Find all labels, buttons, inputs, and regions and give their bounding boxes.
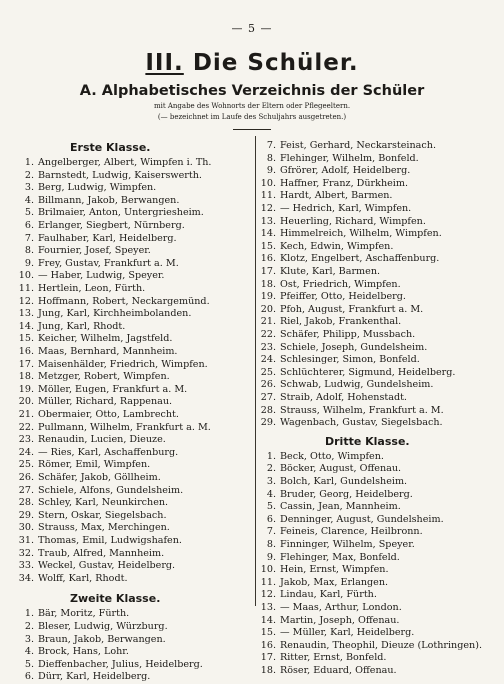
entry-text: Jung, Karl, Kirchheimbolanden.	[38, 308, 192, 320]
entry-number: 1.	[266, 450, 276, 462]
entry-text: — Haber, Ludwig, Speyer.	[38, 270, 165, 282]
list-note: mit Angabe des Wohnorts der Eltern oder Pflegeeltern.	[153, 102, 351, 110]
student-entry	[258, 165, 410, 178]
entry-number: 9.	[266, 551, 276, 563]
entry-number: 1.	[24, 157, 34, 168]
entry-number: 10.	[18, 270, 34, 282]
entry-number: 17.	[260, 266, 276, 277]
column-divider	[255, 136, 256, 606]
entry-text: Strauss, Max, Merchingen.	[38, 522, 170, 534]
entry-number: 9.	[24, 257, 34, 269]
entry-number: 24.	[260, 354, 276, 366]
student-entry	[258, 241, 393, 254]
student-entry	[258, 304, 423, 317]
entry-text: Bär, Moritz, Fürth.	[38, 608, 130, 620]
entry-text: Obermaier, Otto, Lambrecht.	[38, 409, 179, 420]
entry-text: Bleser, Ludwig, Würzburg.	[38, 621, 168, 632]
student-entry	[16, 522, 170, 535]
entry-number: 16.	[260, 253, 276, 265]
student-entry	[258, 665, 397, 678]
entry-text: Wolff, Karl, Rhodt.	[38, 572, 128, 584]
entry-text: Schley, Karl, Neunkirchen.	[38, 497, 169, 509]
section-number: III.	[145, 50, 184, 76]
student-entry	[16, 434, 166, 447]
entry-text: Hertlein, Leon, Fürth.	[38, 283, 146, 294]
entry-text: Weckel, Gustav, Heidelberg.	[38, 560, 176, 572]
entry-number: 28.	[18, 497, 34, 509]
student-entry	[258, 316, 401, 329]
student-entry	[16, 422, 211, 435]
entry-number: 18.	[260, 665, 276, 676]
entry-text: Schwab, Ludwig, Gundelsheim.	[280, 379, 434, 391]
entry-text: Kech, Edwin, Wimpfen.	[280, 240, 394, 252]
entry-number: 4.	[266, 488, 276, 500]
class-heading: Zweite Klasse.	[70, 592, 161, 606]
student-entry	[258, 652, 386, 665]
student-entry	[16, 646, 129, 659]
entry-number: 29.	[260, 417, 276, 429]
entry-text: — Hedrich, Karl, Wimpfen.	[280, 203, 412, 214]
entry-text: Stern, Oskar, Siegelsbach.	[38, 509, 167, 521]
entry-number: 16.	[260, 639, 276, 651]
entry-number: 27.	[18, 484, 34, 496]
entry-number: 4.	[24, 646, 34, 658]
entry-number: 10.	[260, 564, 276, 576]
student-entry	[258, 291, 406, 304]
entry-number: 23.	[18, 434, 34, 446]
entry-text: Lindau, Karl, Fürth.	[280, 589, 377, 601]
entry-number: 16.	[18, 346, 34, 357]
entry-number: 11.	[18, 283, 34, 294]
entry-number: 7.	[266, 140, 276, 151]
entry-number: 3.	[24, 182, 34, 194]
student-entry	[16, 195, 179, 208]
entry-text: Klute, Karl, Barmen.	[280, 266, 381, 277]
student-entry	[16, 157, 211, 170]
entry-text: Schäfer, Philipp, Mussbach.	[280, 329, 416, 340]
student-entry	[258, 589, 377, 602]
entry-text: Hein, Ernst, Wimpfen.	[280, 564, 389, 576]
entry-number: 6.	[24, 671, 34, 683]
entry-number: 32.	[18, 547, 34, 559]
student-entry	[16, 170, 202, 183]
entry-text: Schäfer, Jakob, Göllheim.	[38, 472, 161, 483]
entry-number: 12.	[260, 589, 276, 601]
entry-text: Hardt, Albert, Barmen.	[280, 190, 393, 202]
entry-text: Angelberger, Albert, Wimpfen i. Th.	[38, 157, 212, 168]
entry-number: 12.	[260, 203, 276, 214]
entry-number: 7.	[266, 526, 276, 538]
entry-number: 25.	[260, 366, 276, 378]
entry-number: 15.	[18, 333, 34, 345]
student-entry	[258, 178, 408, 191]
student-entry	[16, 182, 156, 195]
student-entry	[16, 409, 179, 422]
student-entry	[258, 615, 399, 628]
student-entry	[258, 190, 392, 203]
entry-number: 10.	[260, 177, 276, 189]
entry-number: 25.	[18, 459, 34, 471]
student-entry	[16, 371, 170, 384]
entry-number: 6.	[266, 513, 276, 525]
entry-number: 19.	[260, 291, 276, 303]
entry-text: Traub, Alfred, Mannheim.	[38, 547, 165, 559]
student-entry	[258, 514, 444, 527]
student-entry	[258, 354, 420, 367]
entry-number: 17.	[18, 358, 34, 370]
student-entry	[16, 333, 172, 346]
entry-text: Wagenbach, Gustav, Siegelsbach.	[280, 417, 443, 429]
entry-number: 13.	[260, 215, 276, 227]
entry-number: 9.	[266, 165, 276, 177]
student-entry	[16, 510, 167, 523]
student-entry	[258, 140, 436, 153]
student-entry	[16, 270, 164, 283]
entry-number: 24.	[18, 446, 34, 458]
entry-text: Röser, Eduard, Offenau.	[280, 665, 397, 676]
entry-text: Renaudin, Theophil, Dieuze (Lothringen).	[280, 639, 482, 651]
entry-number: 15.	[260, 240, 276, 252]
entry-text: Ost, Friedrich, Wimpfen.	[280, 278, 401, 290]
entry-text: Billmann, Jakob, Berwangen.	[38, 194, 180, 206]
entry-number: 12.	[18, 295, 34, 307]
entry-text: Heuerling, Richard, Wimpfen.	[280, 215, 426, 227]
entry-number: 3.	[266, 476, 276, 487]
entry-text: Thomas, Emil, Ludwigshafen.	[38, 535, 182, 546]
entry-text: Brilmaier, Anton, Untergriesheim.	[38, 207, 204, 219]
entry-text: Jakob, Max, Erlangen.	[280, 576, 389, 588]
page-number: — 5 —	[231, 22, 273, 35]
student-entry	[258, 577, 388, 590]
entry-text: Maisenhälder, Friedrich, Wimpfen.	[38, 358, 208, 370]
entry-text: Hoffmann, Robert, Neckargemünd.	[38, 295, 210, 307]
student-entry	[16, 346, 177, 359]
entry-text: Pfeiffer, Otto, Heidelberg.	[280, 291, 406, 303]
entry-number: 8.	[266, 539, 276, 550]
student-entry	[16, 608, 129, 621]
entry-number: 22.	[18, 421, 34, 433]
entry-text: Renaudin, Lucien, Dieuze.	[38, 434, 166, 446]
student-entry	[16, 207, 204, 220]
entry-text: Riel, Jakob, Frankenthal.	[280, 316, 402, 328]
entry-text: Ritter, Ernst, Bonfeld.	[280, 652, 387, 664]
entry-number: 34.	[18, 572, 34, 584]
entry-text: — Maas, Arthur, London.	[280, 602, 402, 613]
entry-text: Müller, Richard, Rappenau.	[38, 396, 173, 408]
entry-number: 11.	[260, 190, 276, 202]
student-entry	[258, 640, 482, 653]
entry-text: Schlesinger, Simon, Bonfeld.	[280, 354, 420, 366]
entry-text: — Müller, Karl, Heidelberg.	[280, 627, 415, 639]
entry-number: 21.	[18, 409, 34, 420]
student-entry	[258, 266, 380, 279]
class-heading: Dritte Klasse.	[325, 434, 410, 448]
entry-number: 19.	[18, 383, 34, 395]
entry-text: Bolch, Karl, Gundelsheim.	[280, 476, 408, 487]
student-entry	[16, 308, 191, 321]
list-subtitle: A. Alphabetisches Verzeichnis der Schüler	[79, 83, 425, 99]
entry-text: Barnstedt, Ludwig, Kaiserswerth.	[38, 169, 202, 181]
entry-text: Schlüchterer, Sigmund, Heidelberg.	[280, 366, 456, 378]
student-entry	[16, 634, 166, 647]
student-entry	[258, 564, 389, 577]
entry-number: 27.	[260, 392, 276, 403]
entry-text: Faulhaber, Karl, Heidelberg.	[38, 232, 177, 244]
entry-number: 20.	[18, 396, 34, 408]
entry-text: Martin, Joseph, Offenau.	[280, 614, 400, 626]
student-entry	[258, 417, 443, 430]
entry-text: Möller, Eugen, Frankfurt a. M.	[38, 383, 188, 395]
student-entry	[16, 497, 168, 510]
entry-text: Keicher, Wilhelm, Jagstfeld.	[38, 333, 173, 345]
entry-number: 5.	[266, 501, 276, 513]
student-entry	[258, 392, 407, 405]
student-entry	[16, 472, 161, 485]
entry-text: Denninger, August, Gundelsheim.	[280, 513, 444, 525]
student-entry	[258, 342, 427, 355]
entry-text: Maas, Bernhard, Mannheim.	[38, 346, 178, 357]
student-entry	[16, 485, 183, 498]
student-entry	[258, 153, 419, 166]
entry-text: Dürr, Karl, Heidelberg.	[38, 671, 151, 683]
student-entry	[258, 451, 384, 464]
student-entry	[16, 459, 150, 472]
entry-number: 18.	[260, 278, 276, 290]
student-entry	[258, 627, 414, 640]
student-entry	[258, 602, 402, 615]
entry-number: 5.	[24, 207, 34, 219]
entry-number: 26.	[260, 379, 276, 391]
entry-number: 22.	[260, 329, 276, 340]
entry-text: Frey, Gustav, Frankfurt a. M.	[38, 257, 179, 269]
entry-text: Pfoh, August, Frankfurt a. M.	[280, 303, 424, 315]
student-entry	[16, 321, 125, 334]
student-entry	[258, 489, 413, 502]
entry-number: 14.	[260, 228, 276, 240]
entry-text: Schiele, Joseph, Gundelsheim.	[280, 341, 428, 353]
student-entry	[16, 245, 151, 258]
entry-text: Straib, Adolf, Hohenstadt.	[280, 392, 407, 403]
entry-text: Fournier, Josef, Speyer.	[38, 245, 151, 257]
student-entry	[258, 552, 400, 565]
entry-text: Klotz, Engelbert, Aschaffenburg.	[280, 253, 440, 265]
entry-number: 2.	[24, 169, 34, 181]
student-entry	[16, 258, 179, 271]
entry-text: Finninger, Wilhelm, Speyer.	[280, 539, 415, 550]
student-entry	[258, 329, 415, 342]
entry-number: 21.	[260, 316, 276, 328]
entry-number: 14.	[18, 320, 34, 332]
entry-number: 8.	[24, 245, 34, 257]
entry-text: Jung, Karl, Rhodt.	[38, 320, 126, 332]
entry-text: Flehinger, Max, Bonfeld.	[280, 551, 400, 563]
student-entry	[258, 539, 415, 552]
student-entry	[16, 447, 178, 460]
entry-number: 11.	[260, 576, 276, 588]
entry-text: Beck, Otto, Wimpfen.	[280, 450, 384, 462]
student-entry	[16, 535, 182, 548]
entry-number: 2.	[266, 463, 276, 475]
heading-divider	[233, 129, 271, 130]
entry-number: 15.	[260, 627, 276, 639]
student-entry	[258, 279, 401, 292]
entry-number: 20.	[260, 303, 276, 315]
entry-text: Bruder, Georg, Heidelberg.	[280, 488, 413, 500]
entry-text: Himmelreich, Wilhelm, Wimpfen.	[280, 228, 442, 240]
entry-number: 14.	[260, 614, 276, 626]
student-entry	[258, 203, 411, 216]
entry-text: Cassin, Jean, Mannheim.	[280, 501, 401, 513]
entry-text: Dieffenbacher, Julius, Heidelberg.	[38, 658, 203, 670]
student-entry	[258, 379, 433, 392]
entry-text: Erlanger, Siegbert, Nürnberg.	[38, 220, 185, 231]
entry-number: 13.	[260, 602, 276, 613]
student-entry	[16, 296, 210, 309]
student-entry	[258, 526, 423, 539]
entry-text: Haffner, Franz, Dürkheim.	[280, 177, 409, 189]
section-heading	[0, 50, 504, 76]
entry-text: Braun, Jakob, Berwangen.	[38, 633, 166, 645]
entry-number: 1.	[24, 608, 34, 620]
entry-number: 2.	[24, 621, 34, 632]
student-entry	[258, 501, 401, 514]
entry-text: Schiele, Alfons, Gundelsheim.	[38, 484, 184, 496]
student-entry	[258, 476, 407, 489]
entry-text: Brock, Hans, Lohr.	[38, 646, 129, 658]
entry-number: 7.	[24, 232, 34, 244]
class-heading: Erste Klasse.	[70, 141, 151, 154]
student-entry	[16, 659, 203, 672]
entry-text: — Ries, Karl, Aschaffenburg.	[38, 446, 179, 458]
entry-number: 5.	[24, 658, 34, 670]
entry-number: 18.	[18, 371, 34, 383]
entry-number: 31.	[18, 535, 34, 546]
entry-text: Feineis, Clarence, Heilbronn.	[280, 526, 423, 538]
entry-number: 6.	[24, 220, 34, 231]
withdrawal-note: (— bezeichnet im Laufe des Schuljahrs ausgetreten.)	[157, 113, 347, 121]
student-entry	[16, 233, 177, 246]
entry-number: 28.	[260, 404, 276, 416]
entry-number: 26.	[18, 472, 34, 483]
student-entry	[258, 463, 401, 476]
student-entry	[258, 228, 442, 241]
entry-number: 23.	[260, 341, 276, 353]
entry-text: Strauss, Wilhelm, Frankfurt a. M.	[280, 404, 444, 416]
student-entry	[258, 216, 426, 229]
student-entry	[16, 359, 208, 372]
entry-text: Römer, Emil, Wimpfen.	[38, 459, 151, 471]
entry-text: Berg, Ludwig, Wimpfen.	[38, 182, 157, 194]
entry-number: 29.	[18, 509, 34, 521]
student-entry	[258, 405, 444, 418]
student-entry	[16, 671, 150, 684]
student-entry	[258, 253, 439, 266]
entry-number: 8.	[266, 152, 276, 164]
entry-number: 17.	[260, 652, 276, 664]
entry-text: Metzger, Robert, Wimpfen.	[38, 371, 170, 383]
entry-text: Flehinger, Wilhelm, Bonfeld.	[280, 152, 419, 164]
entry-number: 30.	[18, 522, 34, 534]
student-entry	[16, 573, 128, 586]
section-title: Die Schüler.	[192, 50, 359, 76]
student-entry	[16, 396, 172, 409]
student-entry	[16, 621, 168, 634]
entry-number: 3.	[24, 633, 34, 645]
entry-text: Gfrörer, Adolf, Heidelberg.	[280, 165, 411, 177]
entry-text: Böcker, August, Offenau.	[280, 463, 402, 475]
student-entry	[16, 384, 187, 397]
student-entry	[16, 283, 145, 296]
student-entry	[16, 560, 175, 573]
entry-number: 4.	[24, 194, 34, 206]
entry-number: 33.	[18, 560, 34, 572]
student-entry	[16, 220, 185, 233]
student-entry	[16, 548, 164, 561]
student-entry	[258, 367, 455, 380]
entry-text: Feist, Gerhard, Neckarsteinach.	[280, 140, 436, 151]
entry-text: Pullmann, Wilhelm, Frankfurt a. M.	[38, 421, 211, 433]
entry-number: 13.	[18, 308, 34, 320]
